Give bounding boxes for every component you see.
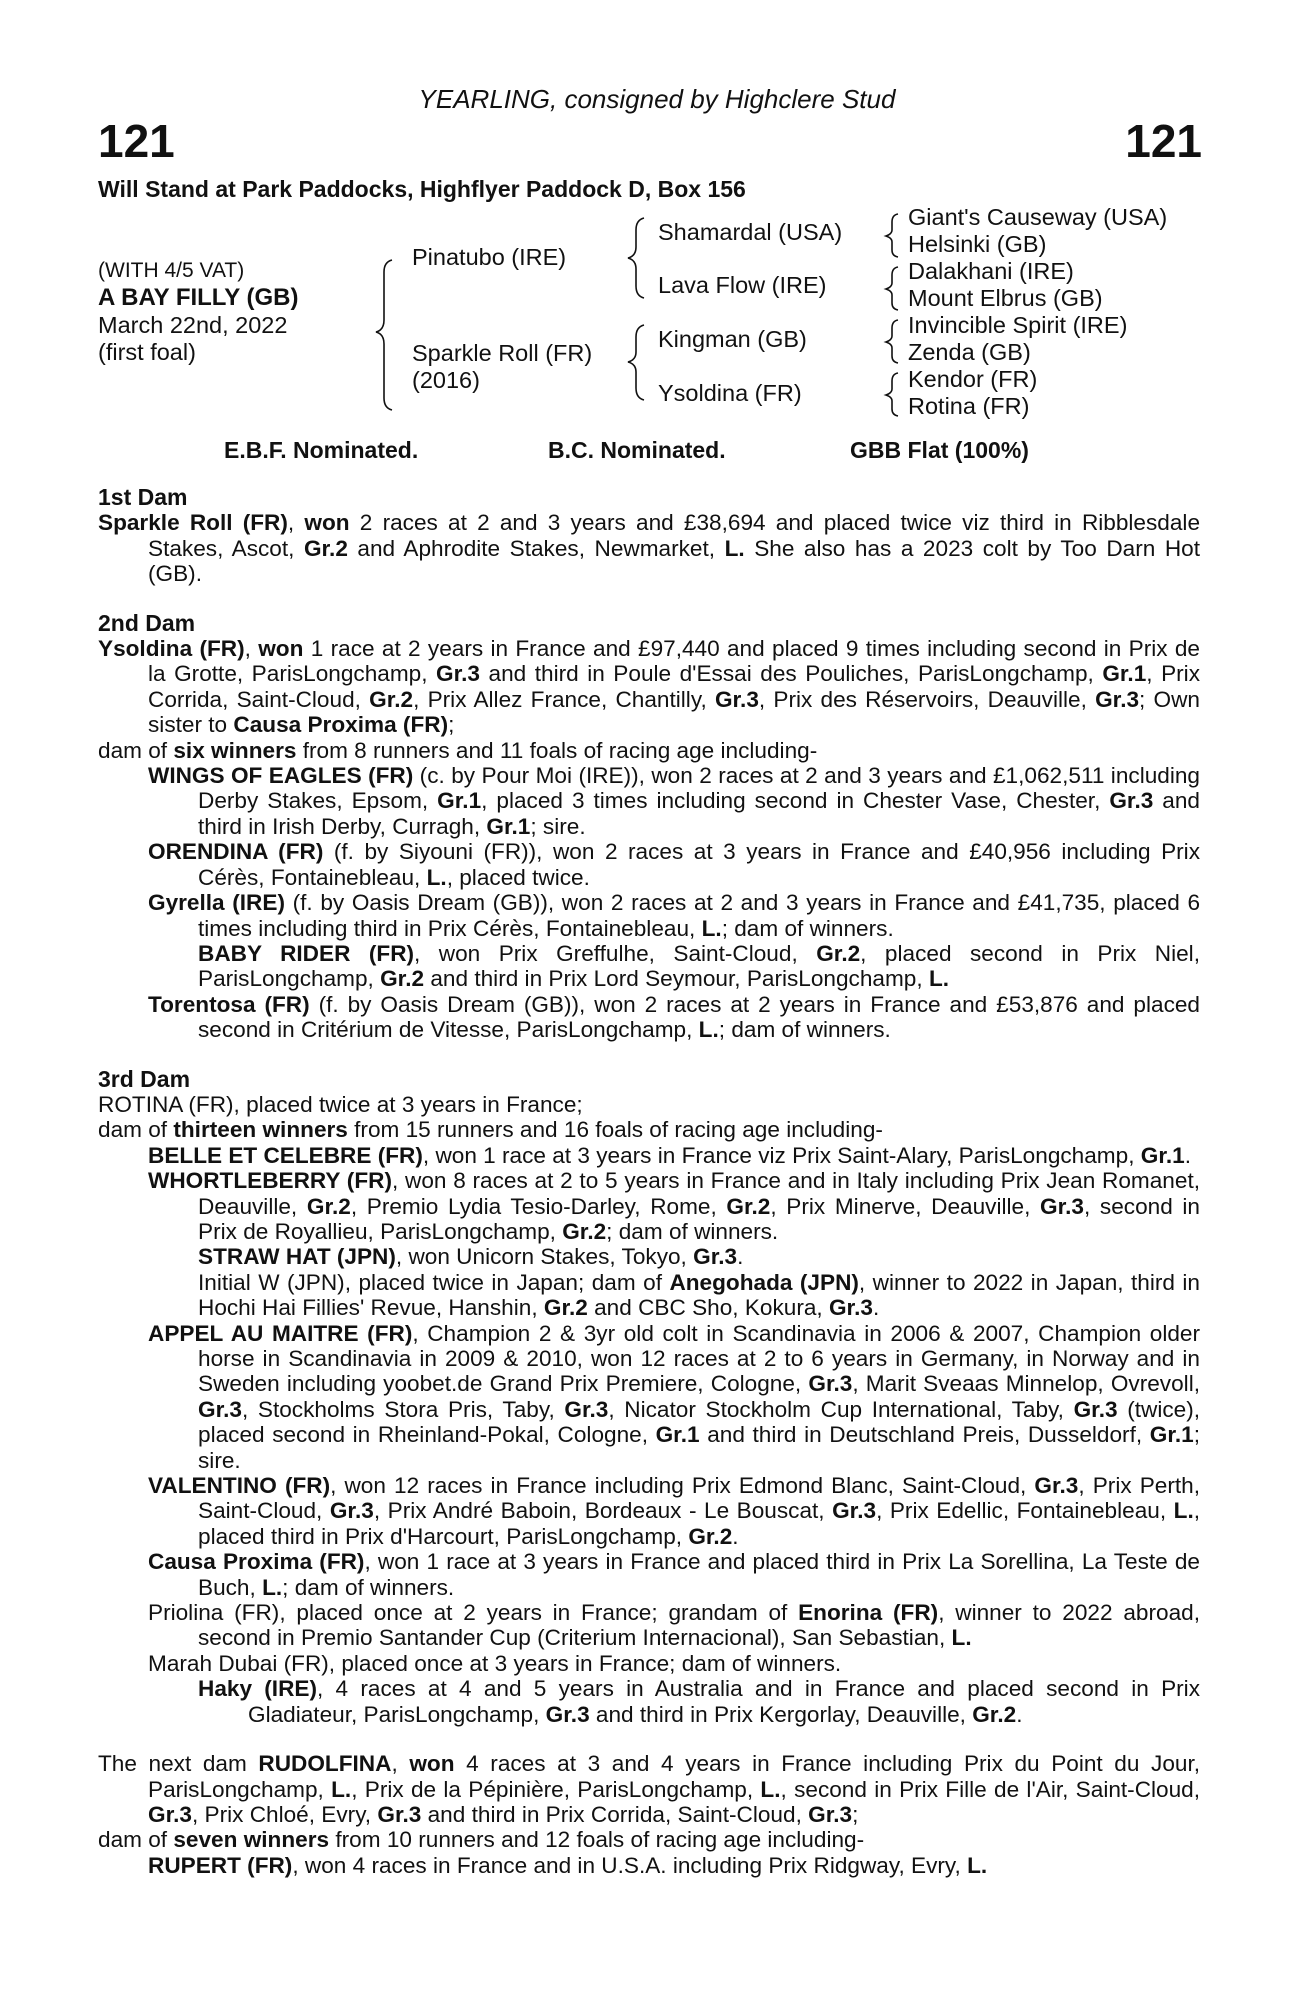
bold-run: Gr.2 — [369, 686, 414, 712]
bold-run: BELLE ET CELEBRE (FR) — [148, 1142, 423, 1168]
text-run: , — [244, 636, 259, 662]
text-run: , won 12 races in France including Prix Edmond Blanc, Saint-Cloud, — [330, 1473, 1035, 1499]
bold-run: Gr.3 — [1109, 788, 1154, 814]
bold-run: Gr.3 — [545, 1701, 590, 1727]
text-run: , Premio Lydia Tesio-Darley, Rome, — [350, 1193, 727, 1219]
bold-run: Gr.2 — [816, 940, 861, 966]
entry-paragraph — [98, 1600, 1200, 1651]
ebf-nomination: E.B.F. Nominated. — [224, 437, 419, 463]
entry-paragraph — [98, 1473, 1200, 1549]
text-run: . — [737, 1244, 744, 1270]
text-run: , Prix Perth, Saint-Cloud, — [198, 1473, 1201, 1524]
entry-paragraph — [98, 1244, 1200, 1269]
text-run: , won 8 races at 2 to 5 years in France and in Italy including Prix Jean Romanet, Deauville, — [198, 1168, 1200, 1219]
entry-paragraph — [98, 1143, 1200, 1168]
bold-run: L. — [928, 966, 950, 992]
bold-run: L. — [426, 864, 447, 890]
text-run: ; dam of winners. — [606, 1218, 779, 1244]
text-run: , won Prix Greffulhe, Saint-Cloud, — [414, 940, 817, 966]
bold-run: Gr.1 — [486, 813, 531, 839]
bold-run: Enorina (FR) — [798, 1600, 939, 1626]
text-run: , Prix Corrida, Saint-Cloud, — [148, 661, 1200, 712]
text-run: ROTINA (FR), placed twice at 3 years in France; — [98, 1091, 583, 1117]
sire: Pinatubo (IRE) — [412, 244, 567, 270]
text-run: She also has a 2023 colt by Too Darn Hot (GB). — [148, 535, 1200, 587]
bold-run: won — [258, 636, 304, 662]
text-run: ; dam of winners. — [718, 1017, 891, 1043]
bold-run: Gr.3 — [436, 661, 480, 687]
text-run: , won Unicorn Stakes, Tokyo, — [395, 1244, 694, 1270]
bold-run: Gr.3 — [377, 1801, 422, 1827]
bold-run: L. — [967, 1852, 988, 1878]
text-run: . — [1184, 1142, 1191, 1168]
second-dam-paragraphs — [98, 636, 1200, 1043]
foaling-date: March 22nd, 2022 — [98, 312, 288, 338]
gbb-flat: GBB Flat (100%) — [850, 437, 1029, 463]
bold-run: STRAW HAT (JPN) — [198, 1244, 396, 1270]
text-run: , won 1 race at 3 years in France viz Prix Saint-Alary, ParisLongchamp, — [422, 1142, 1141, 1168]
entry-paragraph — [98, 1117, 1200, 1142]
text-run: , Prix André Baboin, Bordeaux - Le Bouscat, — [373, 1498, 833, 1524]
bold-run: Gr.3 — [828, 1295, 873, 1321]
text-run: and third in Prix Lord Seymour, ParisLongchamp, — [424, 966, 929, 992]
entry-paragraph — [98, 1751, 1200, 1827]
text-run: , placed 3 times including second in Chester Vase, Chester, — [481, 788, 1110, 814]
text-run: ; — [852, 1801, 859, 1827]
sire-dam-dam: Mount Elbrus (GB) — [908, 285, 1103, 311]
text-run: , winner to 2022 in Japan, third in Hochi Hai Fillies' Revue, Hanshin, — [198, 1269, 1200, 1321]
bold-run: Gyrella (IRE) — [148, 890, 285, 916]
bold-run: Gr.3 — [693, 1244, 738, 1270]
bold-run: Anegohada (JPN) — [669, 1269, 859, 1295]
text-run: , second in Prix de Royallieu, ParisLongchamp, — [198, 1193, 1200, 1244]
bold-run: Gr.2 — [303, 535, 348, 561]
bold-run: Gr.3 — [564, 1396, 609, 1422]
bold-run: Gr.1 — [1102, 661, 1147, 687]
bold-run: BABY RIDER (FR) — [198, 940, 415, 966]
text-run: (f. by Oasis Dream (GB)), won 2 races at 2 years in France and £53,876 and placed second in Critérium de Vitesse, ParisLongchamp, — [198, 991, 1201, 1043]
bold-run: Gr.3 — [808, 1371, 853, 1397]
text-run: (f. by Oasis Dream (GB)), won 2 races at 2 and 3 years in France and £41,735, placed 6 times including third in Prix Cérès, Fontainebleau, — [198, 890, 1201, 941]
entry-paragraph — [98, 1168, 1200, 1244]
bold-run: VALENTINO (FR) — [148, 1473, 331, 1499]
bold-run: Gr.2 — [380, 966, 425, 992]
text-run: from 8 runners and 11 foals of racing age including- — [296, 737, 818, 763]
pedigree-notes — [98, 485, 1200, 1878]
sire-dam: Lava Flow (IRE) — [658, 272, 827, 298]
text-run: (f. by Siyouni (FR)), won 2 races at 3 years in France and £40,956 including Prix Cérès, Fontainebleau, — [198, 839, 1201, 890]
stand-location: Will Stand at Park Paddocks, Highflyer Paddock D, Box 156 — [98, 176, 746, 202]
text-run: and third in Prix Corrida, Saint-Cloud, — [421, 1801, 809, 1827]
text-run: ; sire. — [198, 1422, 1200, 1473]
bold-run: L. — [701, 915, 722, 941]
entry-paragraph — [98, 1651, 1200, 1676]
text-run: , placed third in Prix d'Harcourt, ParisLongchamp, — [198, 1498, 1201, 1549]
text-run: 1 race at 2 years in France and £97,440 and placed 9 times including second in Prix de la Grotte, ParisLongchamp, — [148, 636, 1200, 687]
bold-run: Gr.3 — [808, 1801, 853, 1827]
bold-run: APPEL AU MAITRE (FR) — [148, 1320, 413, 1346]
bold-run: Gr.1 — [437, 788, 482, 814]
bold-run: Gr.2 — [972, 1701, 1017, 1727]
bold-run: WHORTLEBERRY (FR) — [148, 1168, 392, 1194]
entry-paragraph — [98, 636, 1200, 738]
entry-paragraph — [98, 1676, 1200, 1727]
text-run: 2 races at 2 and 3 years and £38,694 and placed twice viz third in Ribblesdale Stakes, Ascot, — [148, 510, 1201, 561]
entry-paragraph — [98, 992, 1200, 1043]
bold-run: Gr.3 — [714, 686, 759, 712]
text-run: and third in Irish Derby, Curragh, — [198, 788, 1200, 839]
text-run: , second in Prix Fille de l'Air, Saint-Cloud, — [780, 1776, 1201, 1802]
text-run: (c. by Pour Moi (IRE)), won 2 races at 2 and 3 years and £1,062,511 including Derby Stakes, Epsom, — [198, 763, 1200, 814]
bold-run: L. — [698, 1017, 719, 1043]
bold-run: L. — [724, 535, 745, 561]
bold-run: six winners — [173, 737, 297, 763]
text-run: , placed twice. — [446, 864, 590, 890]
bold-run: L. — [262, 1574, 283, 1600]
lot-number-right: 121 — [1125, 115, 1202, 167]
bold-run: RUDOLFINA — [258, 1751, 392, 1777]
next-dam-paragraphs — [98, 1751, 1200, 1878]
bold-run: ORENDINA (FR) — [148, 839, 324, 865]
bold-run: seven winners — [173, 1827, 330, 1853]
text-run: , Prix Chloé, Evry, — [191, 1801, 378, 1827]
first-foal-note: (first foal) — [98, 339, 196, 365]
bold-run: L. — [1173, 1498, 1194, 1524]
text-run: , won 4 races in France and in U.S.A. including Prix Ridgway, Evry, — [292, 1852, 968, 1878]
text-run: , Prix des Réservoirs, Deauville, — [758, 686, 1096, 712]
next-dam-section — [98, 1751, 1200, 1878]
bold-run: Gr.3 — [1073, 1396, 1118, 1422]
third-dam-paragraphs — [98, 1092, 1200, 1727]
text-run: Marah Dubai (FR), placed once at 3 years in France; dam of winners. — [148, 1650, 842, 1676]
text-run: and Aphrodite Stakes, Newmarket, — [347, 535, 725, 561]
text-run: , Prix Edellic, Fontainebleau, — [876, 1498, 1174, 1524]
entry-paragraph — [98, 738, 1200, 763]
entry-paragraph — [98, 839, 1200, 890]
first-dam-section — [98, 485, 1200, 587]
text-run: , Prix Allez France, Chantilly, — [413, 686, 715, 712]
text-run: and third in Poule d'Essai des Pouliches, ParisLongchamp, — [480, 661, 1103, 687]
text-run: , Prix de la Pépinière, ParisLongchamp, — [351, 1776, 761, 1802]
bold-run: Gr.1 — [655, 1422, 700, 1448]
text-run: , 4 races at 4 and 5 years in Australia and in France and placed second in Prix Gladiateur, ParisLongchamp, — [248, 1676, 1200, 1727]
text-run: , — [287, 510, 305, 536]
dam-dam: Ysoldina (FR) — [658, 380, 802, 406]
bold-run: thirteen winners — [173, 1117, 348, 1143]
entry-paragraph — [98, 1827, 1200, 1852]
bold-run: Gr.2 — [688, 1523, 733, 1549]
bold-run: Gr.3 — [329, 1498, 374, 1524]
bold-run: Gr.3 — [1095, 686, 1140, 712]
entry-paragraph — [98, 1092, 1200, 1117]
first-dam-paragraph — [98, 510, 1200, 586]
text-run: Priolina (FR), placed once at 2 years in France; grandam of — [148, 1600, 799, 1626]
bold-run: L. — [760, 1776, 781, 1802]
text-run: from 10 runners and 12 foals of racing age including- — [329, 1827, 865, 1853]
text-run: (twice), placed second in Rheinland-Pokal, Cologne, — [198, 1396, 1201, 1448]
bold-run: won — [409, 1751, 455, 1777]
third-dam-section — [98, 1067, 1200, 1728]
text-run: ; sire. — [530, 813, 586, 839]
entry-paragraph — [98, 1270, 1200, 1321]
entry-paragraph — [98, 763, 1200, 839]
text-run: . — [1016, 1701, 1023, 1727]
entry-paragraph — [98, 890, 1200, 941]
text-run: , won 1 race at 3 years in France and placed third in Prix La Sorellina, La Teste de Buch, — [198, 1549, 1200, 1600]
bold-run: Gr.2 — [543, 1295, 588, 1321]
text-run: ; dam of winners. — [282, 1574, 455, 1600]
dam-dam-sire: Kendor (FR) — [908, 366, 1038, 392]
catalogue-header: YEARLING, consigned by Highclere Stud — [418, 84, 896, 114]
bold-run: Gr.2 — [562, 1218, 607, 1244]
dam-sire-sire: Invincible Spirit (IRE) — [908, 312, 1128, 338]
bold-run: Causa Proxima (FR) — [233, 712, 449, 738]
text-run: 4 races at 3 and 4 years in France including Prix du Point du Jour, ParisLongchamp, — [148, 1751, 1201, 1802]
text-run: and third in Deutschland Preis, Dusseldorf, — [699, 1422, 1150, 1448]
bold-run: Torentosa (FR) — [148, 991, 310, 1017]
bold-run: Gr.3 — [1034, 1473, 1079, 1499]
text-run: . — [732, 1523, 739, 1549]
bold-run: Gr.3 — [832, 1498, 877, 1524]
text-run: , Champion 2 & 3yr old colt in Scandinavia in 2006 & 2007, Champion older horse in Scandinavia in 2009 & 2010, won 12 races at 2 to 6 years in Germany, in Norway and in Sweden including yoobet.de Grand Prix Premiere, Cologne, — [198, 1320, 1200, 1397]
dam: Sparkle Roll (FR) — [412, 340, 593, 366]
text-run: dam of — [98, 1117, 174, 1143]
text-run: dam of — [98, 1827, 174, 1853]
bold-run: Causa Proxima (FR) — [148, 1549, 365, 1575]
entry-paragraph — [98, 1549, 1200, 1600]
text-run: , Prix Minerve, Deauville, — [770, 1193, 1041, 1219]
bold-run: Haky (IRE) — [198, 1676, 317, 1702]
text-run: , — [391, 1751, 410, 1777]
text-run: Initial W (JPN), placed twice in Japan; dam of — [198, 1269, 670, 1295]
bold-run: Gr.1 — [1140, 1142, 1185, 1168]
bold-run: L. — [331, 1776, 352, 1802]
bold-run: Gr.1 — [1149, 1422, 1194, 1448]
text-run: dam of — [98, 737, 174, 763]
bold-run: Gr.2 — [306, 1193, 351, 1219]
bold-run: Gr.3 — [148, 1801, 192, 1827]
bold-run: Gr.2 — [726, 1193, 771, 1219]
text-run: , Nicator Stockholm Cup International, Taby, — [608, 1396, 1074, 1422]
text-run: and third in Prix Kergorlay, Deauville, — [589, 1701, 973, 1727]
text-run: ; — [448, 712, 455, 738]
text-run: ; Own sister to — [148, 686, 1200, 738]
dam-sire: Kingman (GB) — [658, 326, 807, 352]
text-run: ; dam of winners. — [721, 915, 894, 941]
bold-run: RUPERT (FR) — [148, 1852, 293, 1878]
bold-run: WINGS OF EAGLES (FR) — [148, 763, 414, 789]
horse-name: A BAY FILLY (GB) — [98, 284, 299, 311]
text-run: , Marit Sveaas Minnelop, Ovrevoll, — [852, 1371, 1200, 1397]
third-dam-heading: 3rd Dam — [98, 1065, 191, 1092]
bold-run: won — [304, 510, 350, 536]
second-dam-section — [98, 611, 1200, 1043]
dam-year: (2016) — [412, 367, 480, 393]
bold-run: Gr.3 — [1040, 1193, 1084, 1219]
text-run: The next dam — [98, 1751, 259, 1777]
sire-dam-sire: Dalakhani (IRE) — [908, 258, 1074, 284]
vat-note: (WITH 4/5 VAT) — [98, 259, 245, 282]
bold-run: Gr.3 — [198, 1396, 242, 1422]
sire-sire-sire: Giant's Causeway (USA) — [908, 204, 1168, 230]
text-run: from 15 runners and 16 foals of racing age including- — [347, 1117, 883, 1143]
dam-sire-dam: Zenda (GB) — [908, 339, 1031, 365]
bold-run: L. — [951, 1625, 972, 1651]
entry-paragraph — [98, 1853, 1200, 1878]
bold-run: Sparkle Roll (FR) — [98, 510, 288, 536]
entry-paragraph — [98, 941, 1200, 992]
text-run: . — [872, 1295, 880, 1321]
entry-paragraph — [98, 1321, 1200, 1473]
lot-number-left: 121 — [98, 115, 175, 167]
text-run: and CBC Sho, Kokura, — [587, 1295, 829, 1321]
sire-sire: Shamardal (USA) — [658, 219, 843, 245]
first-dam-heading: 1st Dam — [98, 484, 188, 510]
second-dam-heading: 2nd Dam — [98, 609, 196, 636]
dam-dam-dam: Rotina (FR) — [908, 393, 1030, 419]
text-run: , placed second in Prix Niel, ParisLongchamp, — [198, 940, 1200, 992]
text-run: , Stockholms Stora Pris, Taby, — [241, 1396, 565, 1422]
bold-run: Ysoldina (FR) — [98, 636, 245, 662]
sire-sire-dam: Helsinki (GB) — [908, 231, 1047, 257]
text-run: , winner to 2022 abroad, second in Premio Santander Cup (Criterium Internacional), San Sebastian, — [198, 1600, 1200, 1651]
bc-nomination: B.C. Nominated. — [548, 437, 726, 463]
